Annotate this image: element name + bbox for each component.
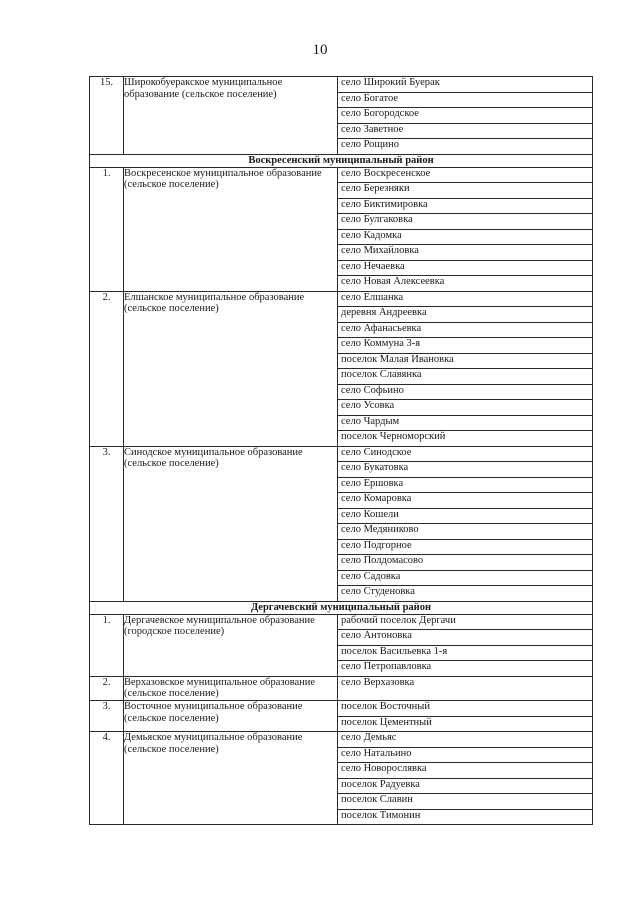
settlement-name: поселок Восточный xyxy=(338,701,592,716)
settlements-list xyxy=(338,701,592,731)
settlements-cell xyxy=(338,291,593,446)
list-item xyxy=(338,292,592,307)
settlements-list xyxy=(338,168,592,291)
list-item xyxy=(338,508,592,524)
settlements-cell xyxy=(338,614,593,676)
list-item xyxy=(338,539,592,555)
list-item xyxy=(338,645,592,661)
settlement-name: село Студеновка xyxy=(341,586,415,597)
settlement-name: село Антоновка xyxy=(338,630,592,646)
row-number: 1. xyxy=(90,614,124,676)
settlements-cell xyxy=(338,676,593,701)
settlement-name: село Елшанка xyxy=(338,292,592,307)
list-item xyxy=(338,615,592,630)
settlement-name: село Нечаевка xyxy=(338,260,592,276)
settlements-list xyxy=(338,732,592,824)
settlements-table xyxy=(89,76,593,825)
list-item xyxy=(338,462,592,478)
settlement-name: село Биктимировка xyxy=(338,198,592,214)
settlement-name: село Софьино xyxy=(338,384,592,400)
settlement-name: село Усовка xyxy=(338,400,592,416)
district-header-row xyxy=(90,601,593,614)
settlement-name: село Богатое xyxy=(338,92,592,108)
municipality-name: Синодское муниципальное образование (сельское поселение) xyxy=(124,446,338,601)
table-row xyxy=(90,167,593,291)
list-item xyxy=(338,353,592,369)
settlement-name: село Букатовка xyxy=(338,462,592,478)
list-item xyxy=(338,276,592,291)
settlement-name: поселок Радуевка xyxy=(338,778,592,794)
row-number: 1. xyxy=(90,167,124,291)
settlement-name: село Полдомасово xyxy=(338,555,592,571)
list-item xyxy=(338,400,592,416)
list-item xyxy=(338,555,592,571)
table-row xyxy=(90,446,593,601)
list-item xyxy=(338,701,592,716)
list-item xyxy=(338,493,592,509)
list-item xyxy=(338,661,592,676)
list-item xyxy=(338,229,592,245)
row-number: 2. xyxy=(90,676,124,701)
municipality-name: Широкобуеракское муниципальное образование (сельское поселение) xyxy=(124,77,338,155)
district-name: Воскресенский муниципальный район xyxy=(90,154,593,167)
municipality-name: Демьяское муниципальное образование (сельское поселение) xyxy=(124,732,338,825)
settlement-name: село Коммуна 3-я xyxy=(338,338,592,354)
list-item xyxy=(338,763,592,779)
settlement-name: поселок Славянка xyxy=(338,369,592,385)
settlements-cell xyxy=(338,167,593,291)
list-item xyxy=(338,214,592,230)
settlement-name: село Новорослявка xyxy=(338,763,592,779)
list-item xyxy=(338,139,592,154)
settlements-cell xyxy=(338,701,593,732)
settlements-list xyxy=(338,677,592,692)
settlements-cell xyxy=(338,732,593,825)
settlement-name: деревня Андреевка xyxy=(338,307,592,323)
settlement-name: село Булгаковка xyxy=(338,214,592,230)
settlement-name: село Афанасьевка xyxy=(338,322,592,338)
list-item xyxy=(338,431,592,446)
settlement-name: село Петропавловка xyxy=(341,661,432,672)
settlement-name: поселок Славин xyxy=(338,794,592,810)
settlement-name: поселок Черноморский xyxy=(341,431,446,442)
list-item xyxy=(338,570,592,586)
settlement-name: село Воскресенское xyxy=(338,168,592,183)
settlement-name: село Рощино xyxy=(341,139,399,150)
settlement-name: село Михайловка xyxy=(338,245,592,261)
list-item xyxy=(338,92,592,108)
municipality-name: Елшанское муниципальное образование (сельское поселение) xyxy=(124,291,338,446)
list-item xyxy=(338,747,592,763)
table-row xyxy=(90,77,593,155)
settlement-name: село Кадомка xyxy=(338,229,592,245)
row-number: 3. xyxy=(90,446,124,601)
settlement-name: село Демьяс xyxy=(338,732,592,747)
settlements-list xyxy=(338,77,592,154)
list-item xyxy=(338,338,592,354)
settlement-name: рабочий поселок Дергачи xyxy=(338,615,592,630)
settlement-name: село Заветное xyxy=(338,123,592,139)
list-item xyxy=(338,447,592,462)
list-item xyxy=(338,123,592,139)
settlement-name: село Березняки xyxy=(338,183,592,199)
table-row xyxy=(90,732,593,825)
settlements-list xyxy=(338,447,592,601)
settlement-name: село Верхазовка xyxy=(341,676,415,688)
list-item xyxy=(338,630,592,646)
settlements-cell xyxy=(338,77,593,155)
list-item xyxy=(338,477,592,493)
settlement-name: село Чардым xyxy=(338,415,592,431)
row-number: 4. xyxy=(90,732,124,825)
page-number: 10 xyxy=(312,42,328,58)
list-item xyxy=(338,322,592,338)
table-row xyxy=(90,701,593,732)
list-item xyxy=(338,586,592,601)
list-item xyxy=(338,260,592,276)
settlement-name: село Кошели xyxy=(338,508,592,524)
row-number: 2. xyxy=(90,291,124,446)
municipality-name: Воскресенское муниципальное образование (сельское поселение) xyxy=(124,167,338,291)
list-item xyxy=(338,732,592,747)
table-row xyxy=(90,676,593,701)
settlement-name: село Медяниково xyxy=(338,524,592,540)
list-item xyxy=(338,716,592,731)
row-number: 3. xyxy=(90,701,124,732)
settlement-name: село Широкий Буерак xyxy=(338,77,592,92)
settlement-name: село Натальино xyxy=(338,747,592,763)
list-item xyxy=(338,307,592,323)
list-item xyxy=(338,77,592,92)
settlement-name: село Комаровка xyxy=(338,493,592,509)
list-item xyxy=(338,369,592,385)
settlement-name: поселок Малая Ивановка xyxy=(338,353,592,369)
settlement-name: село Синодское xyxy=(338,447,592,462)
settlement-name: село Подгорное xyxy=(338,539,592,555)
list-item xyxy=(338,794,592,810)
settlements-list xyxy=(338,292,592,446)
table-row xyxy=(90,291,593,446)
list-item xyxy=(338,108,592,124)
settlement-name: село Ершовка xyxy=(338,477,592,493)
settlement-name: поселок Васильевка 1-я xyxy=(338,645,592,661)
settlement-name: село Новая Алексеевка xyxy=(341,276,445,287)
settlement-name: село Садовка xyxy=(338,570,592,586)
municipality-name: Восточное муниципальное образование (сельское поселение) xyxy=(124,701,338,732)
list-item xyxy=(338,384,592,400)
row-number: 15. xyxy=(90,77,124,155)
settlements-list xyxy=(338,615,592,676)
table-row xyxy=(90,614,593,676)
settlement-name: село Богородское xyxy=(338,108,592,124)
municipality-name: Дергачевское муниципальное образование (городское поселение) xyxy=(124,614,338,676)
list-item xyxy=(338,245,592,261)
settlements-cell xyxy=(338,446,593,601)
district-header-row xyxy=(90,154,593,167)
list-item xyxy=(338,778,592,794)
list-item xyxy=(338,524,592,540)
list-item xyxy=(338,677,592,692)
settlement-name: поселок Цементный xyxy=(341,716,432,728)
list-item xyxy=(338,168,592,183)
settlement-name: поселок Тимонин xyxy=(341,809,421,821)
list-item xyxy=(338,809,592,824)
municipality-name: Верхазовское муниципальное образование (сельское поселение) xyxy=(124,676,338,701)
list-item xyxy=(338,415,592,431)
list-item xyxy=(338,183,592,199)
list-item xyxy=(338,198,592,214)
district-name: Дергачевский муниципальный район xyxy=(90,601,593,614)
